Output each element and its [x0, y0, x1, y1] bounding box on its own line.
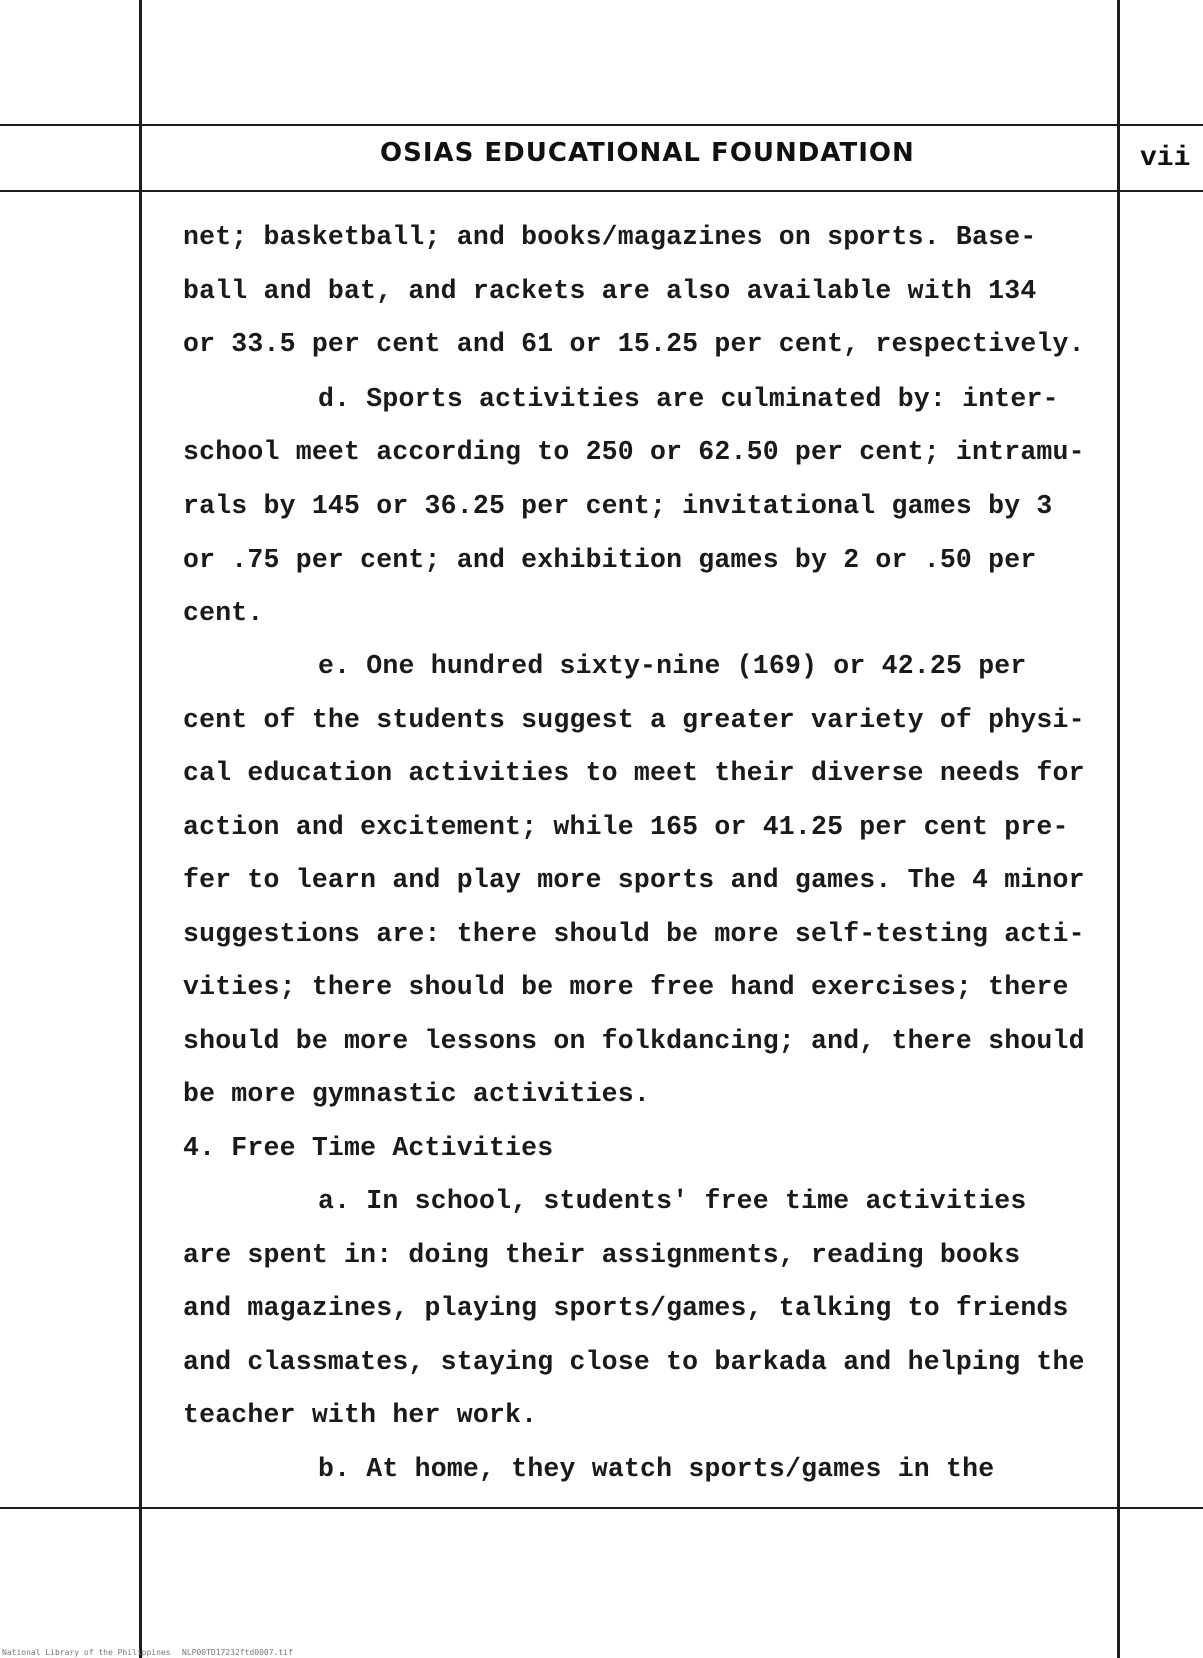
text-line: action and excitement; while 165 or 41.25 per cent pre-	[183, 812, 1069, 842]
text-line: e. One hundred sixty-nine (169) or 42.25 per	[318, 651, 1027, 681]
text-line: school meet according to 250 or 62.50 per cent; intramu-	[183, 437, 1085, 467]
text-line: cent of the students suggest a greater variety of physi-	[183, 705, 1085, 735]
text-line: should be more lessons on folkdancing; and, there should	[183, 1026, 1085, 1056]
text-line: cal education activities to meet their diverse needs for	[183, 758, 1085, 788]
text-line: fer to learn and play more sports and games. The 4 minor	[183, 865, 1085, 895]
text-line: or 33.5 per cent and 61 or 15.25 per cent, respectively.	[183, 329, 1085, 359]
text-line: be more gymnastic activities.	[183, 1079, 650, 1109]
footer-rule	[0, 1507, 1203, 1509]
text-line: cent.	[183, 598, 264, 628]
text-line: a. In school, students' free time activities	[318, 1186, 1027, 1216]
text-line: ball and bat, and rackets are also available with 134	[183, 276, 1037, 306]
text-line: b. At home, they watch sports/games in the	[318, 1454, 995, 1484]
text-line: are spent in: doing their assignments, reading books	[183, 1240, 1021, 1270]
section-heading: 4. Free Time Activities	[183, 1133, 554, 1163]
text-line: or .75 per cent; and exhibition games by 2 or .50 per	[183, 545, 1037, 575]
text-line: d. Sports activities are culminated by: inter-	[318, 384, 1059, 414]
text-line: vities; there should be more free hand exercises; there	[183, 972, 1069, 1002]
text-line: teacher with her work.	[183, 1400, 538, 1430]
text-line: and magazines, playing sports/games, talking to friends	[183, 1293, 1069, 1323]
page-title: OSIAS EDUCATIONAL FOUNDATION	[380, 138, 915, 168]
right-margin-rule	[1117, 0, 1120, 1658]
header-bottom-rule	[0, 190, 1203, 192]
scan-filename: NLP00TD17232ftd0007.tif	[182, 1648, 293, 1657]
text-line: net; basketball; and books/magazines on sports. Base-	[183, 222, 1037, 252]
header-top-rule	[0, 124, 1203, 126]
text-line: and classmates, staying close to barkada and helping the	[183, 1347, 1085, 1377]
scan-credit: National Library of the Philippines	[2, 1648, 171, 1657]
page-number: vii	[1140, 143, 1191, 174]
left-margin-rule	[139, 0, 142, 1658]
text-line: rals by 145 or 36.25 per cent; invitational games by 3	[183, 491, 1053, 521]
text-line: suggestions are: there should be more self-testing acti-	[183, 919, 1085, 949]
